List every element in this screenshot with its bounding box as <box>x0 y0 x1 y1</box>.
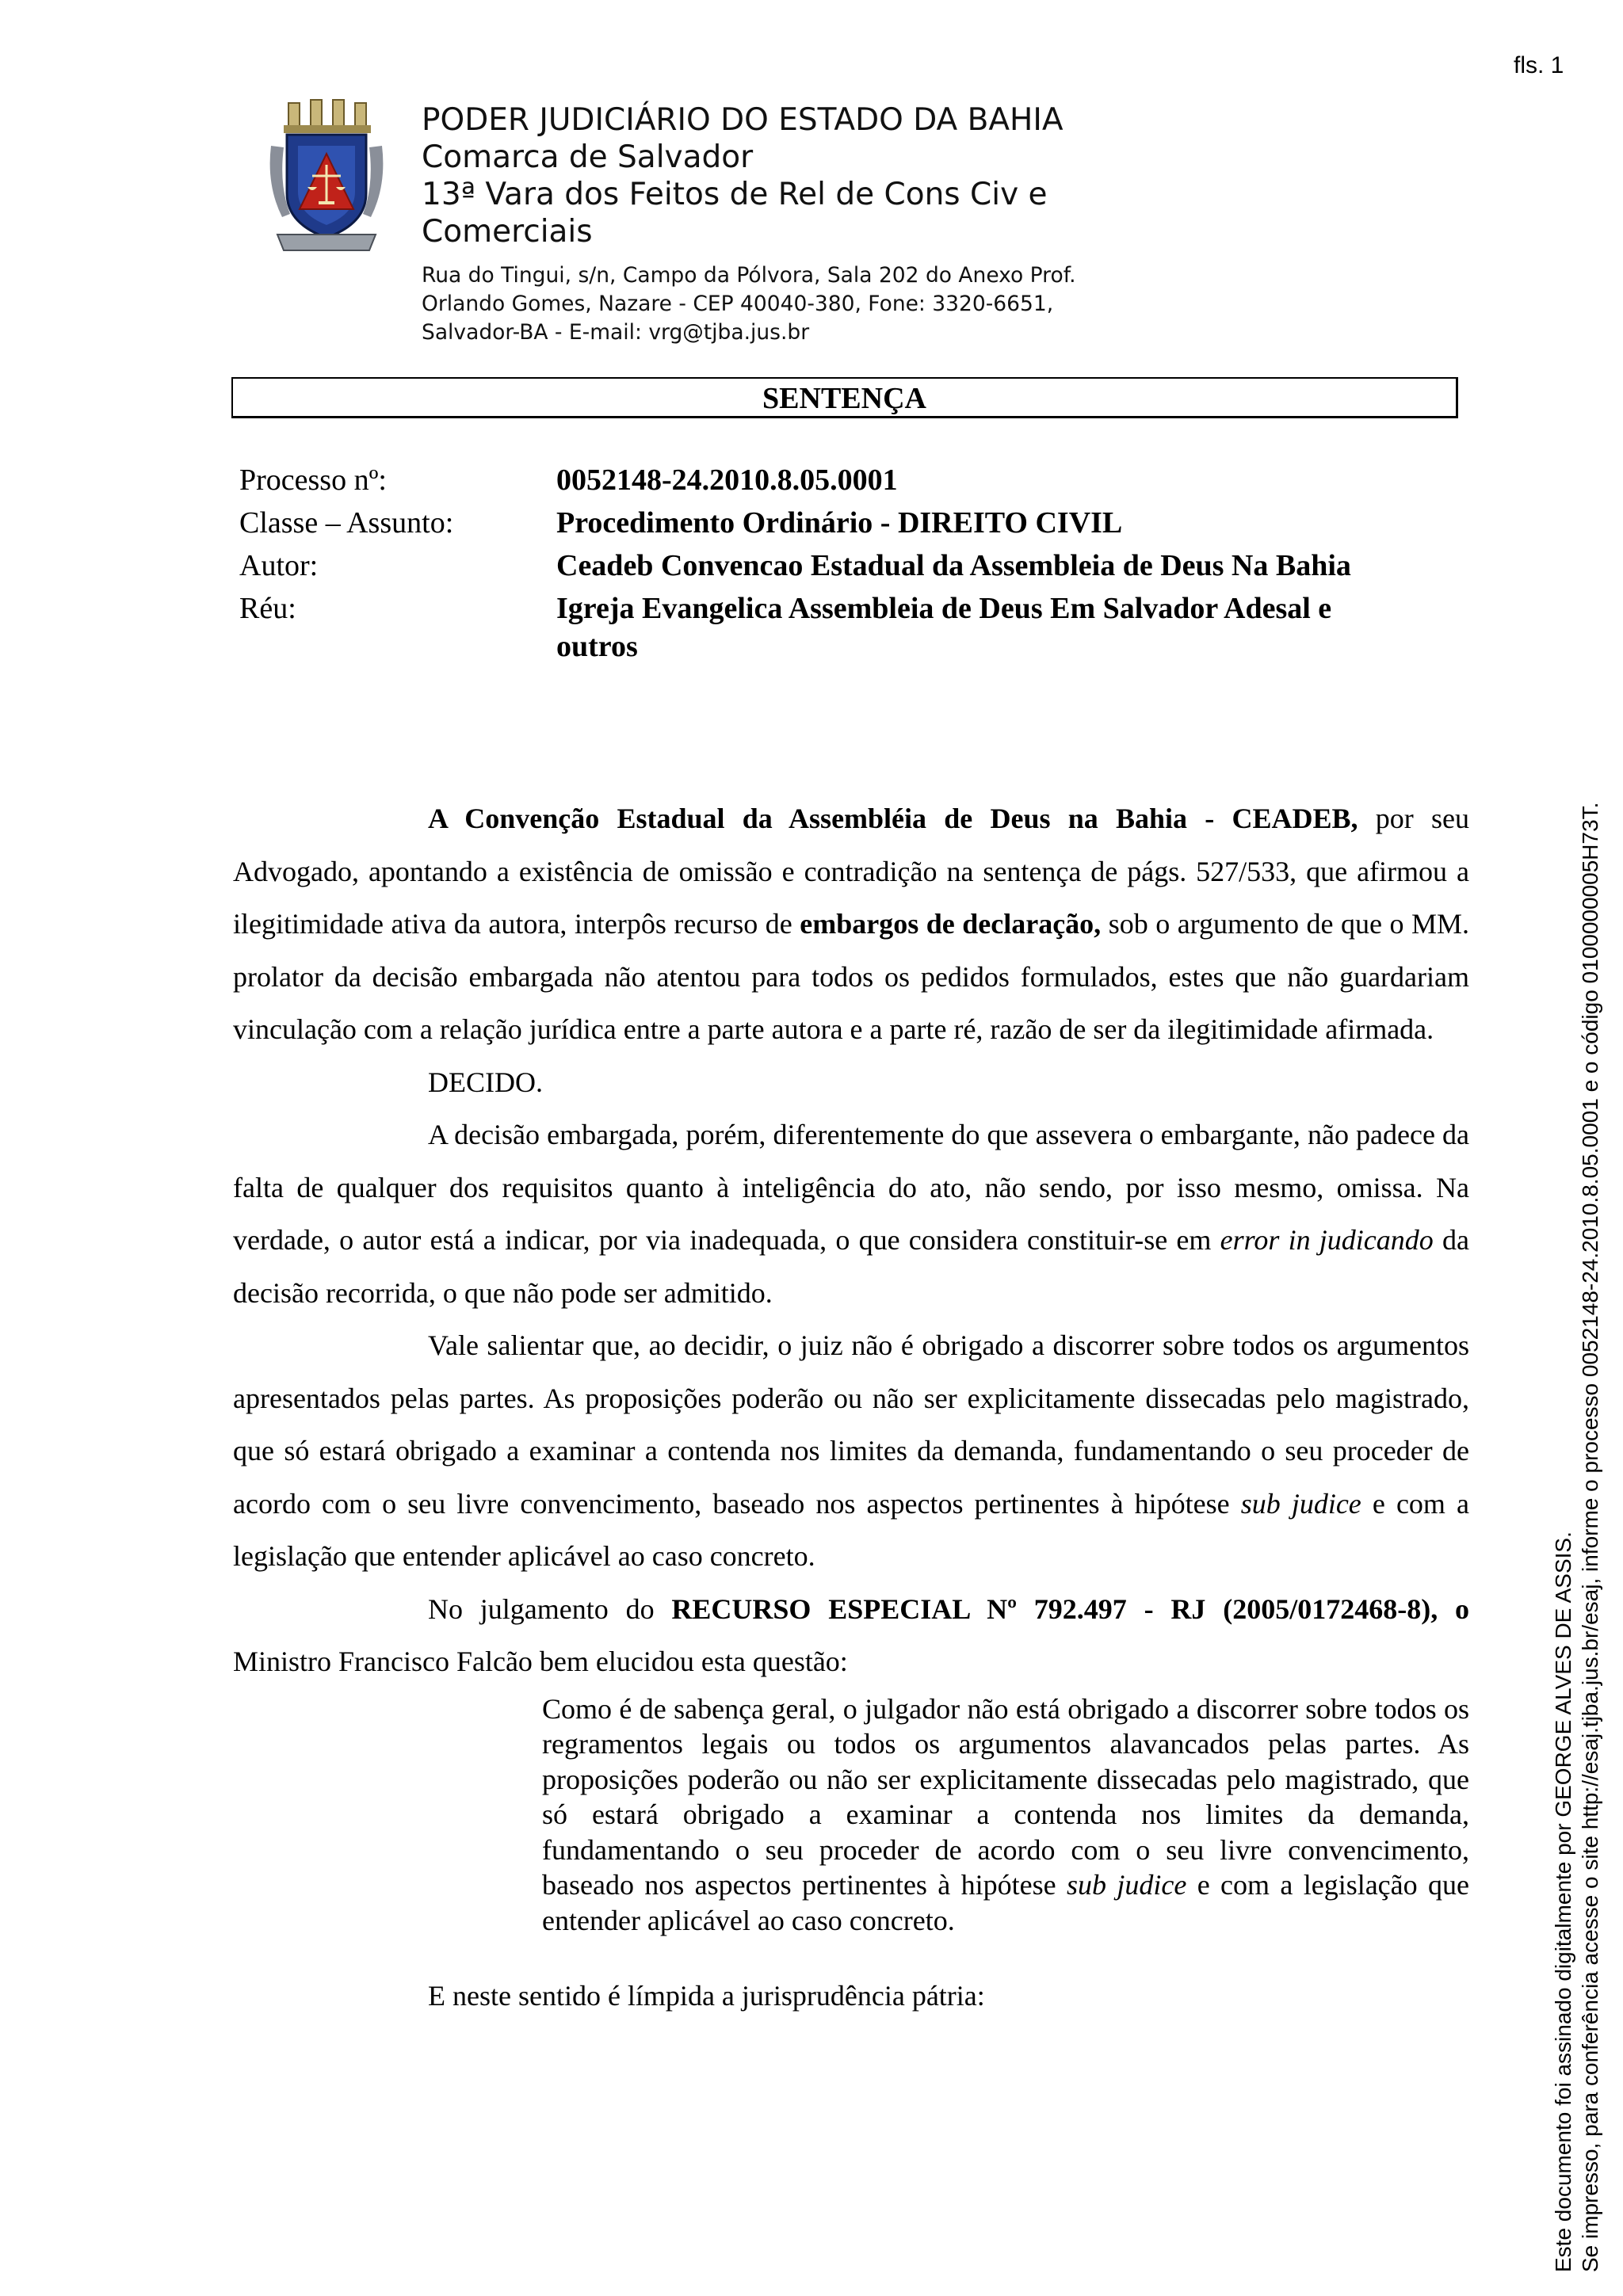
court-division: 13ª Vara dos Feitos de Rel de Cons Civ e <box>422 177 1048 212</box>
sentence-body <box>233 792 1469 2023</box>
decision-heading: DECIDO. <box>428 1066 543 1098</box>
party-name: A Convenção Estadual da Assembléia de Deus na Bahia - CEADEB, <box>428 803 1358 834</box>
text: Vale salientar que, ao decidir, o juiz não é obrigado a discorrer sobre todos os argumentos apresentados pelas partes. As proposições poderão ou não ser explicitamente dissecadas pelo magistrado, que só estará obrigado a examinar a contenda nos limites da demanda, fundamentando o seu proceder de acordo com o seu livre convencimento, baseado nos aspectos pertinentes à hipótese <box>233 1329 1469 1520</box>
block-quote <box>542 1691 1469 1939</box>
court-address <box>422 261 1163 347</box>
case-label: Réu: <box>239 592 296 625</box>
paragraph <box>233 792 1469 1056</box>
bold-text: embargos de declaração, <box>800 908 1102 940</box>
text: por seu Advogado, apontando a existência de omissão e contradição na sentença de págs. 527/533, que afirmou a ilegitimidade ativa da autora, interpôs recurso de <box>233 803 1469 940</box>
case-value: Procedimento Ordinário - DIREITO CIVIL <box>556 506 1123 540</box>
case-label: Autor: <box>239 549 319 582</box>
text: e com a legislação que entender aplicável ao caso concreto. <box>542 1869 1469 1936</box>
text: sob o argumento de que o MM. prolator da decisão embargada não atentou para todos os pedidos formulados, estes que não guardariam vinculação com a relação jurídica entre a parte autora e a parte ré, razão de ser da ilegitimidade afirmada. <box>233 908 1469 1045</box>
address-line: Rua do Tingui, s/n, Campo da Pólvora, Sala 202 do Anexo Prof. <box>422 263 1076 288</box>
italic-text: sub judice <box>1240 1487 1361 1520</box>
coat-of-arms-icon <box>266 98 387 254</box>
text: e com a legislação que entender aplicável ao caso concreto. <box>233 1487 1469 1572</box>
text: No julgamento do <box>428 1592 672 1625</box>
paragraph: E neste sentido é límpida a jurisprudência pátria: <box>428 1980 985 2012</box>
page-number: fls. 1 <box>1514 52 1564 78</box>
text: A decisão embargada, porém, diferentemente do que assevera o embargante, não padece da falta de qualquer dos requisitos quanto à inteligência do ato, não sendo, por isso mesmo, omissa. Na verdade, o autor está a indicar, por via inadequada, o que considera constituir-se em <box>233 1119 1469 1256</box>
text: da decisão recorrida, o que não pode ser admitido. <box>233 1224 1469 1309</box>
case-value: Igreja Evangelica Assembleia de Deus Em Salvador Adesal e outros <box>556 592 1332 663</box>
case-row-reu <box>239 589 1396 666</box>
case-row-processo <box>239 461 1396 499</box>
case-label: Classe – Assunto: <box>239 506 454 540</box>
italic-text: sub judice <box>1066 1869 1187 1901</box>
signature-line: Este documento foi assinado digitalmente por GEORGE ALVES DE ASSIS. <box>1551 1531 1575 2272</box>
case-label: Processo nº: <box>239 463 387 497</box>
address-line: Salvador-BA - E-mail: vrg@tjba.jus.br <box>422 320 810 345</box>
bold-text: RECURSO ESPECIAL Nº 792.497 - RJ (2005/0172468-8), o <box>671 1592 1469 1625</box>
court-division-cont: Comerciais <box>422 214 593 250</box>
paragraph <box>233 1583 1469 1688</box>
digital-signature-note <box>1550 656 1604 2272</box>
text: Ministro Francisco Falcão bem elucidou esta questão: <box>233 1646 848 1677</box>
court-name: PODER JUDICIÁRIO DO ESTADO DA BAHIA <box>422 102 1064 138</box>
case-value: Ceadeb Convencao Estadual da Assembleia de Deus Na Bahia <box>556 549 1351 582</box>
court-header <box>422 101 1163 347</box>
case-details <box>239 461 1396 670</box>
document-title: SENTENÇA <box>231 377 1458 418</box>
verification-line: Se impresso, para conferência acesse o site http://esaj.tjba.jus.br/esaj, informe o processo 0052148-24.2010.8.05.0001 e o código 0100000005H73T. <box>1578 802 1602 2272</box>
district-name: Comarca de Salvador <box>422 139 754 175</box>
address-line: Orlando Gomes, Nazare - CEP 40040-380, Fone: 3320-6651, <box>422 292 1054 316</box>
text: Como é de sabença geral, o julgador não está obrigado a discorrer sobre todos os regramentos legais ou todos os argumentos alavancados pelas partes. As proposições poderão ou não ser explicitamente dissecadas pelo magistrado, que só estará obrigado a examinar a contenda nos limites da demanda, fundamentando o seu proceder de acordo com o seu livre convencimento, baseado nos aspectos pertinentes à hipótese <box>542 1692 1469 1901</box>
case-row-classe <box>239 504 1396 542</box>
case-row-autor <box>239 547 1396 585</box>
italic-text: error in judicando <box>1220 1224 1434 1256</box>
paragraph <box>233 1319 1469 1583</box>
paragraph <box>233 1108 1469 1319</box>
case-value: 0052148-24.2010.8.05.0001 <box>556 463 898 497</box>
